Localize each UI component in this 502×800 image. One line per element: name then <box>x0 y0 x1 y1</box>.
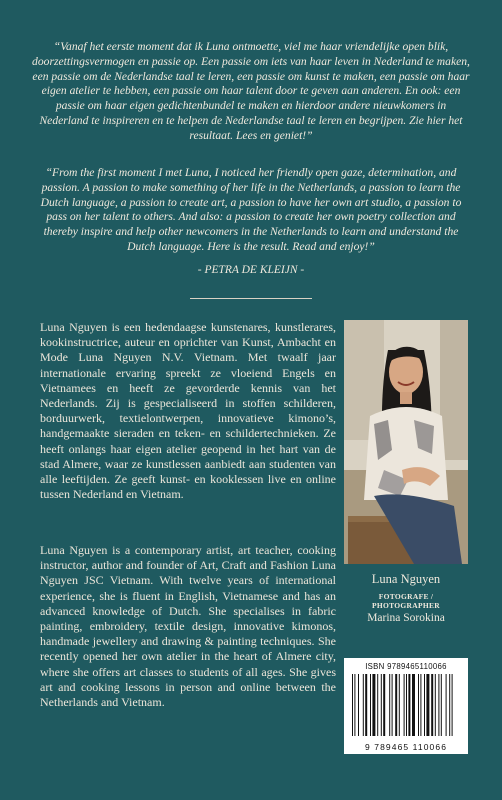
english-quote: “From the first moment I met Luna, I noticed her friendly open gaze, determination, and passion. A passion to make something of her life in the Netherlands, a passion to learn the Dutch language, a passion to create art, a passion to have her own art studio, a passion to pass on her talent to others. And also: a passion to create her own poetry collection and thereby inspire and help other newcomers in the Netherlands to learn and understand the Dutch language. Here is the result. Read and enjoy!” <box>40 166 462 253</box>
barcode-bars <box>352 674 460 736</box>
dutch-biography: Luna Nguyen is een hedendaagse kunstenares, kunstlerares, kookinstructrice, auteur en oprichter van Kunst, Ambacht en Mode Luna Nguyen N.V. Vietnam. Met twaalf jaar internationale ervaring spreekt ze vloeiend Engels en Vietnamees en heeft ze gevorderde kennis van het Nederlands. Zij is gespecialiseerd in stoffen schilderen, borduurwerk, textielontwerpen, innovatieve kimono’s, handgemaakte sieraden en teken- en schildertechnieken. Ze heeft onlangs haar eigen atelier geopend in het hart van de stad Almere, waar ze kunstlessen aanbiedt aan studenten van alle leeftijden. Ze geeft kunst- en kooklessen live en online tussen Nederland en Vietnam. <box>40 320 336 502</box>
english-biography: Luna Nguyen is a contemporary artist, art teacher, cooking instructor, author and founder of Art, Craft and Fashion Luna Nguyen JSC Vietnam. With twelve years of international experience, she is fluent in English, Vietnamese and has an advanced knowledge of Dutch. She specialises in fabric painting, embroidery, textile design, innovative kimonos, handmade jewellery and drawing & painting techniques. She recently opened her own atelier in the heart of Almere city, where she offers art classes to students of all ages. She gives art and cooking lessons in person and online between the Netherlands and Vietnam. <box>40 543 336 710</box>
author-photo-image <box>344 320 468 564</box>
isbn-number: ISBN 9789465110066 <box>365 662 447 671</box>
barcode-digits: 9 789465 110066 <box>364 742 448 752</box>
photographer-name: Marina Sorokina <box>367 612 445 624</box>
author-photo <box>344 320 468 564</box>
photo-caption-name: Luna Nguyen <box>371 572 441 586</box>
quote-author: - PETRA DE KLEIJN - <box>197 264 305 276</box>
dutch-quote: “Vanaf het eerste moment dat ik Luna ontmoette, viel me haar vriendelijke open blik, doorzettingsvermogen en passie op. Een passie om iets van haar leven in Nederland te maken, een passie om de Nederlandse taal te leren, een passie om kunst te maken, een passie om haar eigen atelier te hebben, een passie om haar talent door te geven aan anderen. En ook: een passie om haar eigen gedichtenbundel te maken en hierdoor andere nieuwkomers in Nederland te inspireren en te helpen de Nederlandse taal te leren en begrijpen. Zie hier het resultaat. Lees en geniet!” <box>32 40 470 142</box>
photographer-label: FOTOGRAFE / PHOTOGRAPHER <box>371 592 441 610</box>
isbn-barcode <box>344 658 468 754</box>
divider <box>190 298 312 299</box>
